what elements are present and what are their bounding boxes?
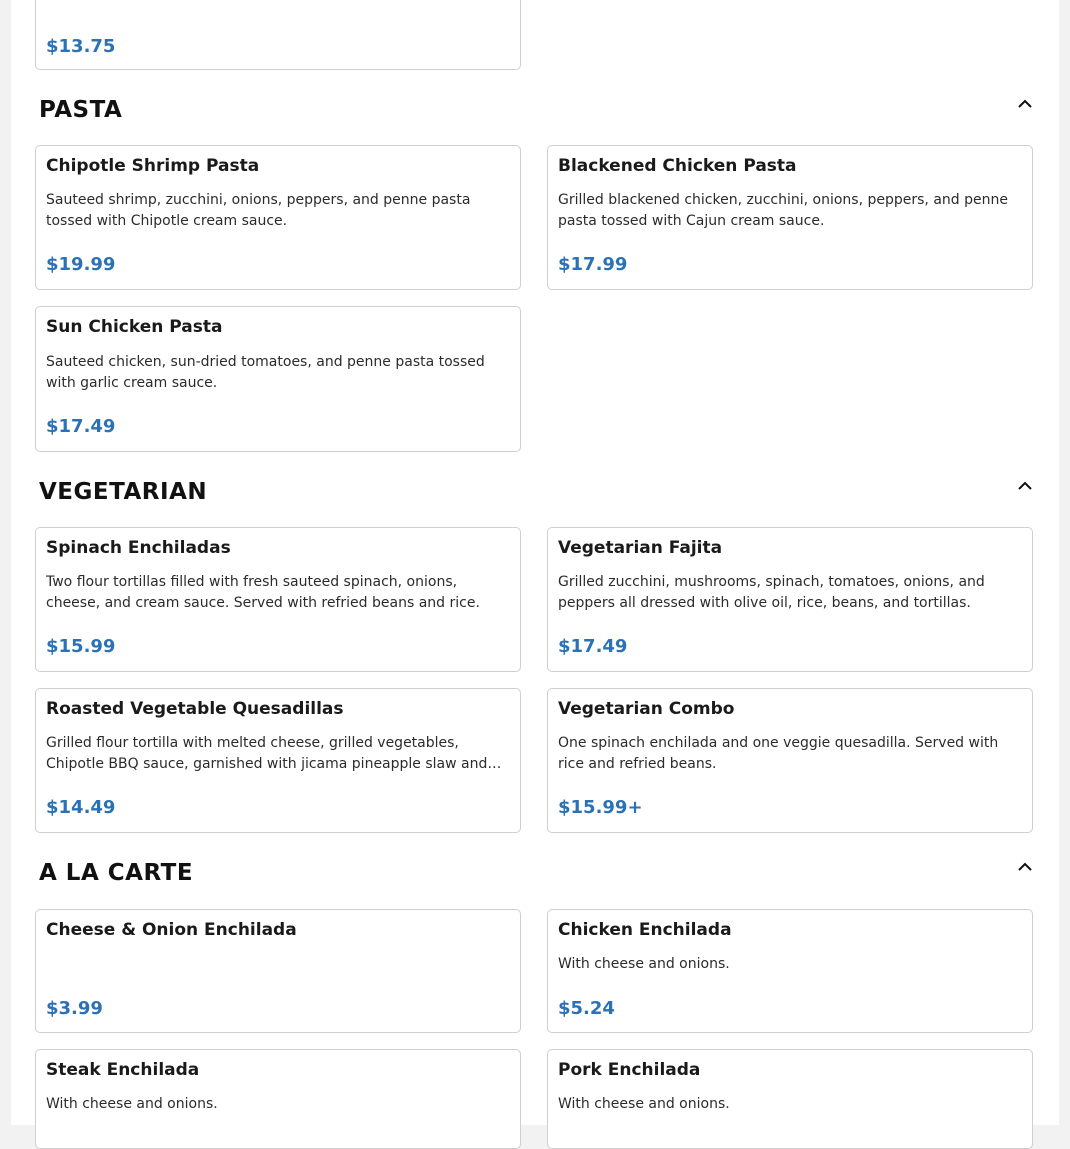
- section-title-pasta: PASTA: [39, 97, 123, 123]
- item-price: $17.49: [558, 636, 628, 657]
- item-price: $17.49: [46, 416, 116, 437]
- menu-item-card[interactable]: [547, 1049, 1033, 1149]
- item-price: $5.24: [558, 998, 615, 1019]
- item-name: Roasted Vegetable Quesadillas: [46, 699, 344, 719]
- item-name: Steak Enchilada: [46, 1060, 200, 1080]
- item-description: With cheese and onions.: [558, 956, 730, 972]
- item-description: With cheese and onions.: [558, 1096, 730, 1112]
- item-name: Vegetarian Combo: [558, 699, 735, 719]
- chevron-up-icon[interactable]: [1016, 477, 1034, 495]
- item-name: Chipotle Shrimp Pasta: [46, 156, 260, 176]
- menu-item-card[interactable]: [35, 0, 521, 70]
- menu-item-card[interactable]: [35, 306, 521, 452]
- chevron-up-icon[interactable]: [1016, 95, 1034, 113]
- item-price: $15.99: [46, 636, 116, 657]
- item-description: Sauteed shrimp, zucchini, onions, peppers, and penne pasta tossed with Chipotle cream sauce.: [46, 192, 471, 229]
- item-name: Vegetarian Fajita: [558, 538, 723, 558]
- item-name: Blackened Chicken Pasta: [558, 156, 797, 176]
- item-description: Two flour tortillas filled with fresh sauteed spinach, onions, cheese, and cream sauce. Served with refried beans and rice.: [46, 574, 480, 611]
- menu-item-card[interactable]: [547, 145, 1033, 290]
- section-title-vegetarian: VEGETARIAN: [39, 479, 208, 505]
- chevron-up-icon[interactable]: [1016, 858, 1034, 876]
- item-price: $17.99: [558, 254, 628, 275]
- menu-item-card[interactable]: [35, 527, 521, 672]
- item-name: Pork Enchilada: [558, 1060, 701, 1080]
- item-price: $3.99: [46, 998, 103, 1019]
- section-title-a-la-carte: A LA CARTE: [39, 860, 194, 886]
- menu-item-card[interactable]: [35, 1049, 521, 1149]
- item-name: Chicken Enchilada: [558, 920, 732, 940]
- menu-item-card[interactable]: [35, 909, 521, 1033]
- item-description: Grilled zucchini, mushrooms, spinach, tomatoes, onions, and peppers all dressed with olive oil, rice, beans, and tortillas.: [558, 574, 985, 611]
- item-description: Grilled flour tortilla with melted cheese, grilled vegetables, Chipotle BBQ sauce, garnished with jicama pineapple slaw and…: [46, 735, 502, 772]
- menu-item-card[interactable]: [547, 909, 1033, 1033]
- menu-item-card[interactable]: [35, 145, 521, 290]
- item-name: Sun Chicken Pasta: [46, 317, 223, 337]
- menu-item-card[interactable]: [547, 527, 1033, 672]
- item-price: $19.99: [46, 254, 116, 275]
- item-description: Sauteed chicken, sun-dried tomatoes, and penne pasta tossed with garlic cream sauce.: [46, 354, 485, 391]
- item-description: Grilled blackened chicken, zucchini, onions, peppers, and penne pasta tossed with Cajun cream sauce.: [558, 192, 1008, 229]
- menu-page: [11, 0, 1059, 1125]
- menu-item-card[interactable]: [547, 688, 1033, 833]
- item-price: $14.49: [46, 797, 116, 818]
- item-description: With cheese and onions.: [46, 1096, 218, 1112]
- item-name: Spinach Enchiladas: [46, 538, 231, 558]
- item-price: $15.99+: [558, 797, 643, 818]
- item-description: One spinach enchilada and one veggie quesadilla. Served with rice and refried beans.: [558, 735, 999, 772]
- menu-item-card[interactable]: [35, 688, 521, 833]
- item-name: Cheese & Onion Enchilada: [46, 920, 297, 940]
- item-price: $13.75: [46, 36, 116, 57]
